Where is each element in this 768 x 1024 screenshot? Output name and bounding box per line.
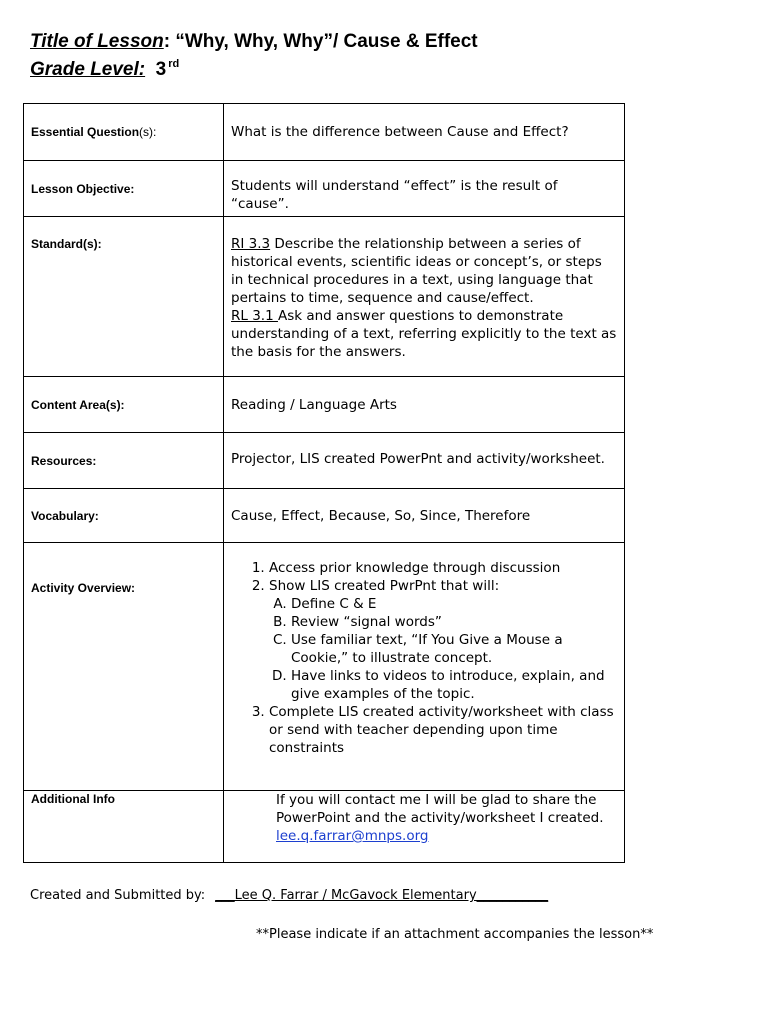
row-lesson-objective [24, 161, 625, 217]
attachment-note: **Please indicate if an attachment accompanies the lesson** [256, 927, 654, 942]
grade-value: 3 [155, 59, 167, 80]
resources-value: Projector, LIS created PowerPnt and activity/worksheet. [231, 451, 605, 467]
resources-label: Resources: [31, 453, 97, 468]
activity-item: 2. Show LIS created PwrPnt that will: A. Define C & E B. Review “signal words” C. Use familiar text, “If You Give a Mouse a Cookie,” to illustrate concept. D. Have links to videos to introduce, explain, and give examples of the topic. [269, 577, 618, 703]
additional-info-label: Additional Info [31, 792, 115, 806]
activity-sublist [269, 595, 618, 703]
standard-text: Ask and answer questions to demonstrate understanding of a text, referring explicitly to the text as the basis for the answers. [231, 308, 617, 360]
created-by-value: ___Lee Q. Farrar / McGavock Elementary___________ [215, 888, 549, 903]
activity-list [231, 559, 618, 757]
grade-superscript: rd [168, 58, 180, 70]
activity-item: 1. Access prior knowledge through discussion [269, 559, 618, 577]
content-area-value: Reading / Language Arts [231, 396, 397, 413]
row-vocabulary [24, 489, 625, 543]
row-essential-question [24, 104, 625, 161]
standard-item [231, 235, 618, 307]
lesson-plan-table [23, 103, 625, 863]
lesson-objective-label: Lesson Objective: [31, 181, 135, 196]
title-line [30, 30, 478, 53]
activity-subitem: B. Review “signal words” [291, 613, 618, 631]
essential-question-label: Essential Question(s): [31, 125, 157, 139]
standard-code: RI 3.3 [231, 236, 271, 252]
standard-text: Describe the relationship between a series of historical events, scientific ideas or concept’s, or steps in technical procedures in a text, using language that pertains to time, sequence and cause/effect. [231, 236, 602, 306]
standards-label: Standard(s): [31, 237, 102, 251]
content-area-label: Content Area(s): [31, 397, 125, 412]
row-standards [24, 217, 625, 377]
created-by-line [30, 888, 548, 903]
additional-info-value: If you will contact me I will be glad to share the PowerPoint and the activity/worksheet I created. [276, 792, 604, 826]
row-activity-overview [24, 543, 625, 791]
title-label: Title of Lesson [30, 31, 164, 52]
vocabulary-label: Vocabulary: [31, 508, 99, 523]
activity-item: 3. Complete LIS created activity/worksheet with class or send with teacher depending upon time constraints [269, 703, 618, 757]
lesson-objective-value: Students will understand “effect” is the result of “cause”. [231, 178, 558, 212]
activity-subitem: A. Define C & E [291, 595, 618, 613]
lesson-header [30, 30, 478, 81]
activity-subitem: D. Have links to videos to introduce, explain, and give examples of the topic. [291, 667, 618, 703]
standard-code: RL 3.1 [231, 308, 278, 324]
essential-question-value: What is the difference between Cause and Effect? [231, 124, 569, 140]
grade-label: Grade Level: [30, 59, 146, 80]
activity-overview-label: Activity Overview: [31, 581, 136, 595]
grade-line [30, 53, 478, 81]
contact-email-link[interactable]: lee.q.farrar@mnps.org [276, 828, 429, 844]
row-additional-info [24, 791, 625, 863]
row-resources [24, 433, 625, 489]
title-value: : “Why, Why, Why”/ Cause & Effect [163, 31, 478, 52]
vocabulary-value: Cause, Effect, Because, So, Since, Therefore [231, 507, 531, 524]
created-by-label: Created and Submitted by: [30, 888, 206, 903]
activity-subitem: C. Use familiar text, “If You Give a Mouse a Cookie,” to illustrate concept. [291, 631, 618, 667]
row-content-area [24, 377, 625, 433]
standard-item [231, 307, 618, 361]
